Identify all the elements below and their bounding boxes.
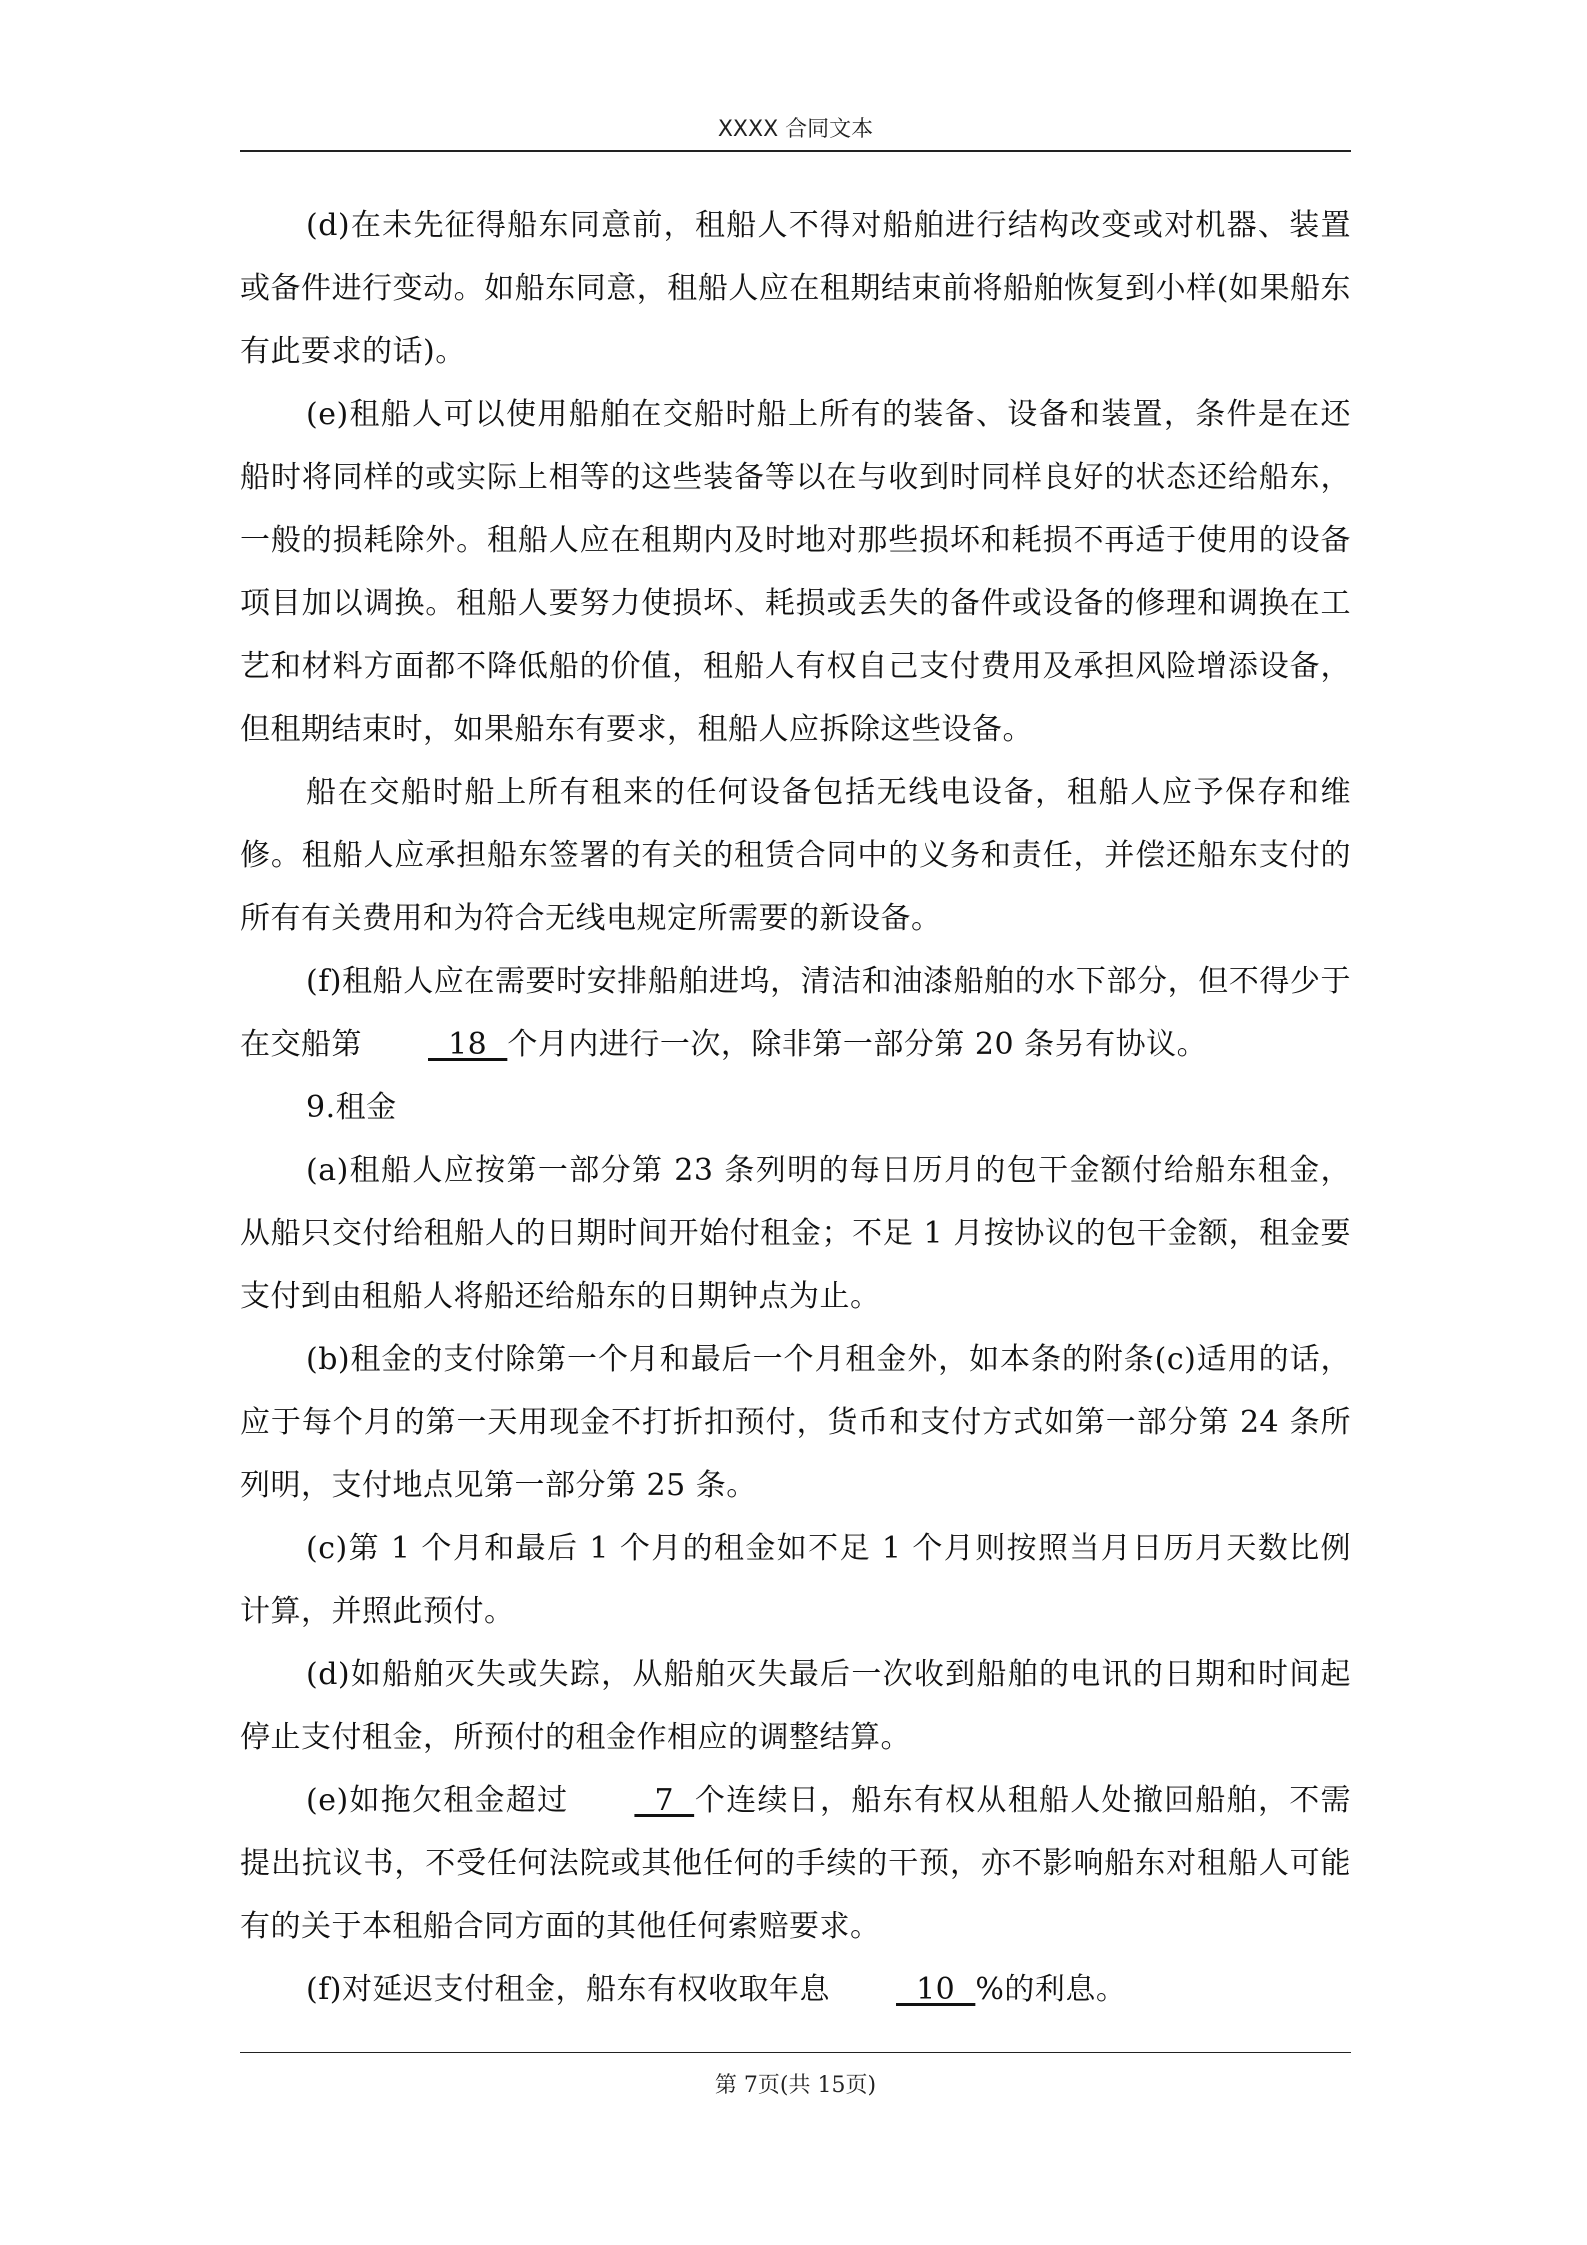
clause-9c: (c)第 1 个月和最后 1 个月的租金如不足 1 个月则按照当月日历月天数比例计算，并照此预付。 <box>240 1531 1351 1629</box>
header-divider <box>240 150 1351 152</box>
clause-9b: (b)租金的支付除第一个月和最后一个月租金外，如本条的附条(c)适用的话，应于每个月的第一天用现金不打折扣预付，货币和支付方式如第一部分第 24 条所列明，支付地点见第一部分第 25 条。 <box>240 1342 1351 1503</box>
clause-9e-days-blank: 7 <box>634 1783 695 1818</box>
clause-9e <box>240 1769 1351 1958</box>
clause-8e-radio-equipment: 船在交船时船上所有租来的任何设备包括无线电设备，租船人应予保存和维修。租船人应承担船东签署的有关的租赁合同中的义务和责任，并偿还船东支付的所有有关费用和为符合无线电规定所需要的新设备。 <box>240 775 1351 936</box>
clause-8e: (e)租船人可以使用船舶在交船时船上所有的装备、设备和装置，条件是在还船时将同样的或实际上相等的这些装备等以在与收到时同样良好的状态还给船东，一般的损耗除外。租船人应在租期内及时地对那些损坏和耗损不再适于使用的设备项目加以调换。租船人要努力使损坏、耗损或丢失的备件或设备的修理和调换在工艺和材料方面都不降低船的价值，租船人有权自己支付费用及承担风险增添设备，但租期结束时，如果船东有要求，租船人应拆除这些设备。 <box>240 397 1351 747</box>
page-header: XXXX 合同文本 <box>717 117 874 142</box>
clause-9f <box>240 1958 1351 2021</box>
clause-9f-before: (f)对延迟支付租金，船东有权收取年息 <box>306 1972 831 2007</box>
clause-8f-after: 个月内进行一次，除非第一部分第 20 条另有协议。 <box>507 1027 1208 1062</box>
clause-9e-before: (e)如拖欠租金超过 <box>306 1783 569 1818</box>
document-body <box>240 194 1351 2021</box>
clause-9a: (a)租船人应按第一部分第 23 条列明的每日历月的包干金额付给船东租金，从船只交付给租船人的日期时间开始付租金；不足 1 月按协议的包干金额，租金要支付到由租船人将船还给船东的日期钟点为止。 <box>240 1153 1351 1314</box>
clause-9e-after: 个连续日，船东有权从租船人处撤回船舶，不需提出抗议书，不受任何法院或其他任何的手续的干预，亦不影响船东对租船人可能有的关于本租船合同方面的其他任何索赔要求。 <box>240 1783 1352 1944</box>
clause-8f <box>240 950 1351 1076</box>
clause-8d: (d)在未先征得船东同意前，租船人不得对船舶进行结构改变或对机器、装置或备件进行变动。如船东同意，租船人应在租期结束前将船舶恢复到小样(如果船东有此要求的话)。 <box>240 208 1351 369</box>
section-heading-rent: 9.租金 <box>306 1090 397 1125</box>
clause-9f-interest-blank: 10 <box>896 1972 976 2007</box>
footer-divider <box>240 2052 1351 2053</box>
clause-9f-after: %的利息。 <box>975 1972 1127 2007</box>
clause-8f-months-blank: 18 <box>428 1027 508 1062</box>
page-number: 第 7页(共 15页) <box>714 2073 877 2098</box>
clause-9d: (d)如船舶灭失或失踪，从船舶灭失最后一次收到船舶的电讯的日期和时间起停止支付租金，所预付的租金作相应的调整结算。 <box>240 1657 1351 1755</box>
clause-8f-before: (f)租船人应在需要时安排船舶进坞，清洁和油漆船舶的水下部分，但不得少于在交船第 <box>240 964 1351 1062</box>
